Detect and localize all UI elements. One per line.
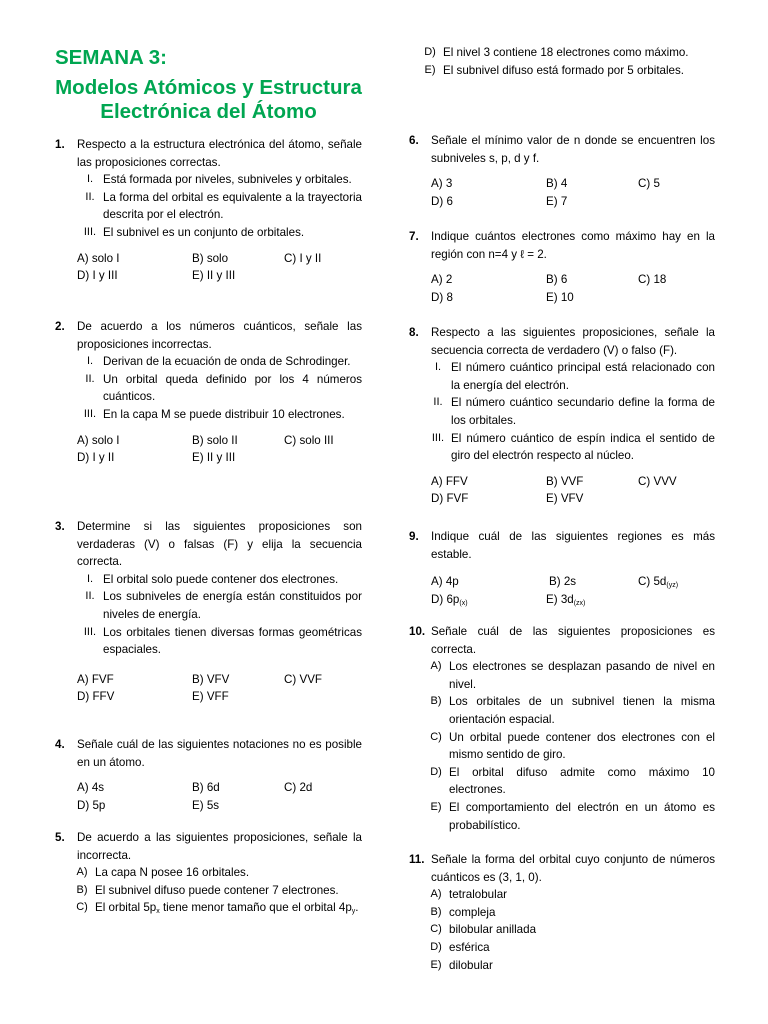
answer-options (409, 473, 715, 508)
option-b[interactable]: B) 4 (546, 177, 568, 191)
proposition-label: I. (434, 361, 442, 374)
title-line-2: Electrónica del Átomo (100, 100, 317, 123)
proposition-label: III. (83, 225, 97, 238)
proposition-label: E) (430, 800, 442, 813)
answer-options (55, 671, 362, 706)
answer-options (409, 175, 715, 210)
proposition-label: II. (85, 372, 95, 385)
option-b[interactable]: B) VVF (546, 474, 584, 488)
option-c[interactable]: C) 18 (638, 273, 667, 287)
option-d[interactable]: D) 5p (77, 798, 106, 812)
proposition (77, 189, 362, 224)
proposition-label: E) (424, 63, 436, 76)
question-number: 3. (55, 520, 65, 533)
question-stem: Respecto a la estructura electrónica del átomo, señale las proposiciones correctas. (77, 138, 362, 169)
option-c[interactable]: C) I y II (284, 251, 322, 265)
proposition (69, 882, 362, 900)
proposition-label: I. (86, 355, 94, 368)
question-number: 1. (55, 138, 65, 151)
choice-text: dilobular (449, 958, 493, 972)
proposition-text: Los orbitales de un subnivel tienen la misma orientación espacial. (449, 695, 715, 726)
proposition (69, 864, 362, 882)
option-d[interactable]: D) $6p_{(x)}$ (431, 592, 468, 607)
choice-text: esférica (449, 940, 490, 954)
proposition-label: A) (430, 660, 442, 673)
option-e[interactable]: E) II y III (192, 451, 236, 465)
option-b[interactable]: B) 6 (546, 273, 568, 287)
proposition-text: El número cuántico de espín indica el sentido de giro del electrón respecto al núcleo. (451, 431, 715, 463)
option-b[interactable]: B) VFV (192, 672, 230, 686)
option-e[interactable]: E) II y III (192, 269, 236, 283)
option-e[interactable]: E) VFF (192, 690, 229, 704)
answer-choice[interactable] (423, 904, 715, 922)
question-number: 2. (55, 320, 65, 333)
proposition (423, 693, 715, 728)
proposition-label: A) (76, 866, 88, 879)
question-number: 10. (409, 625, 426, 638)
question-5 (55, 829, 362, 917)
question-6 (409, 132, 715, 210)
proposition-text: Derivan de la ecuación de onda de Schrodinger. (103, 355, 351, 369)
proposition-label: I. (86, 173, 94, 186)
week-label: SEMANA 3: (55, 46, 167, 69)
question-stem: Indique cuántos electrones como máximo hay en la región con n=4 y ℓ = 2. (431, 230, 715, 261)
option-b[interactable]: B) solo (192, 251, 229, 265)
question-3 (55, 518, 362, 706)
option-a[interactable]: A) 3 (431, 177, 453, 191)
proposition-text: El subnivel difuso puede contener 7 electrones. (95, 883, 339, 897)
option-c[interactable]: C) 2d (284, 781, 313, 795)
option-c[interactable]: C) 5 (638, 177, 660, 191)
question-stem: Señale cuál de las siguientes notaciones no es posible en un átomo. (77, 738, 362, 769)
proposition-text: Los orbitales tienen diversas formas geométricas espaciales. (103, 625, 362, 657)
option-a[interactable]: A) solo I (77, 251, 120, 265)
choice-text: compleja (449, 905, 496, 919)
question-8 (409, 324, 715, 508)
proposition (425, 359, 715, 394)
proposition-label: II. (433, 396, 443, 409)
title-line-1: Modelos Atómicos y Estructura (55, 76, 362, 99)
question-number: 6. (409, 134, 419, 147)
choice-text: tetralobular (449, 888, 508, 902)
option-d[interactable]: D) I y II (77, 451, 115, 465)
choice-label: E) (430, 958, 442, 971)
option-d[interactable]: D) FVF (431, 492, 469, 506)
proposition-text: La forma del orbital es equivalente a la trayectoria descrita por el electrón. (103, 190, 362, 222)
option-a[interactable]: A) 2 (431, 273, 453, 287)
question-stem: De acuerdo a los números cuánticos, señale las proposiciones incorrectas. (77, 320, 362, 351)
option-c[interactable]: C) VVF (284, 672, 323, 686)
answer-choice[interactable] (423, 921, 715, 939)
proposition-text: Está formada por niveles, subniveles y orbitales. (103, 173, 352, 187)
option-b[interactable]: B) 6d (192, 781, 220, 795)
proposition (425, 430, 715, 465)
proposition-label: I. (86, 572, 94, 585)
proposition-label: B) (76, 883, 88, 896)
question-7 (409, 228, 715, 306)
question-stem: De acuerdo a las siguientes proposiciones, señale la incorrecta. (77, 831, 362, 862)
option-d[interactable]: D) FFV (77, 690, 115, 704)
proposition-text: El subnivel difuso está formado por 5 orbitales. (443, 63, 685, 77)
question-number: 8. (409, 326, 419, 339)
proposition-label: II. (85, 590, 95, 603)
proposition-text: El nivel 3 contiene 18 electrones como máximo. (443, 46, 689, 59)
option-a[interactable]: A) FFV (431, 474, 468, 488)
question-9 (409, 528, 715, 608)
proposition-label: II. (85, 190, 95, 203)
proposition (423, 658, 715, 693)
question-number: 7. (409, 230, 419, 243)
option-d[interactable]: D) 8 (431, 290, 453, 304)
proposition (69, 899, 362, 917)
answer-choice[interactable] (423, 886, 715, 904)
proposition-text: El orbital solo puede contener dos electrones. (103, 572, 339, 586)
proposition-label: III. (83, 625, 97, 638)
proposition-text: El número cuántico principal está relacionado con la energía del electrón. (451, 361, 715, 392)
question-1 (55, 136, 362, 285)
question-4 (55, 736, 362, 814)
proposition (423, 799, 715, 834)
proposition-text: Los subniveles de energía están constituidos por niveles de energía. (103, 590, 362, 621)
question-10 (409, 623, 715, 834)
question-number: 9. (409, 530, 419, 543)
option-d[interactable]: D) 6 (431, 194, 453, 208)
proposition (77, 171, 362, 189)
proposition-label: C) (430, 730, 442, 743)
option-b[interactable]: B) 2s (549, 575, 577, 589)
proposition (425, 394, 715, 429)
proposition (417, 62, 715, 80)
answer-options (409, 573, 715, 608)
answer-options (55, 250, 362, 285)
proposition-text: La capa N posee 16 orbitales. (95, 866, 250, 880)
option-d[interactable]: D) I y III (77, 269, 118, 283)
proposition-label: C) (76, 901, 88, 914)
answer-options (409, 271, 715, 306)
proposition-text: El subnivel es un conjunto de orbitales. (103, 225, 305, 239)
option-a[interactable]: A) 4s (77, 781, 105, 795)
option-a[interactable]: A) FVF (77, 672, 114, 686)
proposition (77, 406, 362, 424)
question-2 (55, 318, 362, 467)
question-number: 4. (55, 738, 65, 751)
proposition-label: III. (431, 431, 445, 444)
proposition-text: Un orbital queda definido por los 4 números cuánticos. (103, 372, 362, 404)
choice-label: A) (430, 888, 442, 901)
choice-label: B) (430, 905, 442, 918)
option-c[interactable]: C) $5d_{(yz)}$ (638, 575, 679, 590)
option-c[interactable]: C) VVV (638, 474, 677, 488)
proposition-text: Un orbital puede contener dos electrones con el mismo sentido de giro. (449, 730, 715, 762)
proposition (417, 44, 715, 62)
question-number: 11. (409, 853, 425, 866)
proposition (423, 729, 715, 764)
proposition-label: B) (430, 695, 442, 708)
proposition (77, 371, 362, 406)
proposition-text: En la capa M se puede distribuir 10 electrones. (103, 407, 345, 421)
proposition (77, 624, 362, 659)
proposition (423, 764, 715, 799)
option-a[interactable]: A) solo I (77, 433, 120, 447)
answer-options (55, 779, 362, 814)
answer-choice[interactable] (423, 939, 715, 957)
proposition (77, 571, 362, 589)
proposition-label: D) (430, 765, 442, 778)
proposition-text: El comportamiento del electrón en un átomo es probabilístico. (449, 800, 715, 832)
proposition-text: El orbital $5p_x$ tiene menor tamaño que el orbital $4p_y$. (95, 901, 359, 916)
option-b[interactable]: B) solo II (192, 433, 238, 447)
question-stem: Respecto a las siguientes proposiciones, señale la secuencia correcta de verdadero (V) o falso (F). (431, 326, 715, 357)
proposition-label: D) (424, 46, 436, 58)
choice-label: D) (430, 940, 442, 953)
option-e[interactable]: E) 7 (546, 194, 568, 208)
proposition (77, 353, 362, 371)
option-e[interactable]: E) 10 (546, 290, 574, 304)
option-e[interactable]: E) $3d_{(zx)}$ (546, 592, 586, 607)
proposition-text: El número cuántico secundario define la forma de los orbitales. (451, 396, 715, 427)
question-stem: Determine si las siguientes proposiciones son verdaderas (V) o falsas (F) y elija la secuencia correcta. (77, 520, 362, 569)
proposition (77, 588, 362, 623)
choice-text: bilobular anillada (449, 923, 537, 937)
option-a[interactable]: A) 4p (431, 575, 459, 589)
question-stem: Indique cuál de las siguientes regiones es más estable. (431, 530, 715, 561)
question-11 (409, 851, 715, 974)
option-c[interactable]: C) solo III (284, 433, 334, 447)
option-e[interactable]: E) 5s (192, 798, 220, 812)
proposition-text: Los electrones se desplazan pasando de nivel en nivel. (449, 660, 715, 691)
question-stem: Señale la forma del orbital cuyo conjunto de números cuánticos es (3, 1, 0). (431, 853, 715, 884)
answer-options (55, 432, 362, 467)
option-e[interactable]: E) VFV (546, 492, 584, 506)
choice-label: C) (430, 923, 442, 936)
question-stem: Señale cuál de las siguientes proposiciones es correcta. (431, 625, 715, 656)
proposition-text: El orbital difuso admite como máximo 10 electrones. (449, 765, 715, 797)
question-number: 5. (55, 831, 65, 844)
question-5-continued (409, 44, 715, 79)
question-stem: Señale el mínimo valor de n donde se encuentren los subniveles s, p, d y f. (431, 134, 715, 165)
answer-choice[interactable] (423, 957, 715, 975)
proposition (77, 224, 362, 242)
proposition-label: III. (83, 407, 97, 420)
